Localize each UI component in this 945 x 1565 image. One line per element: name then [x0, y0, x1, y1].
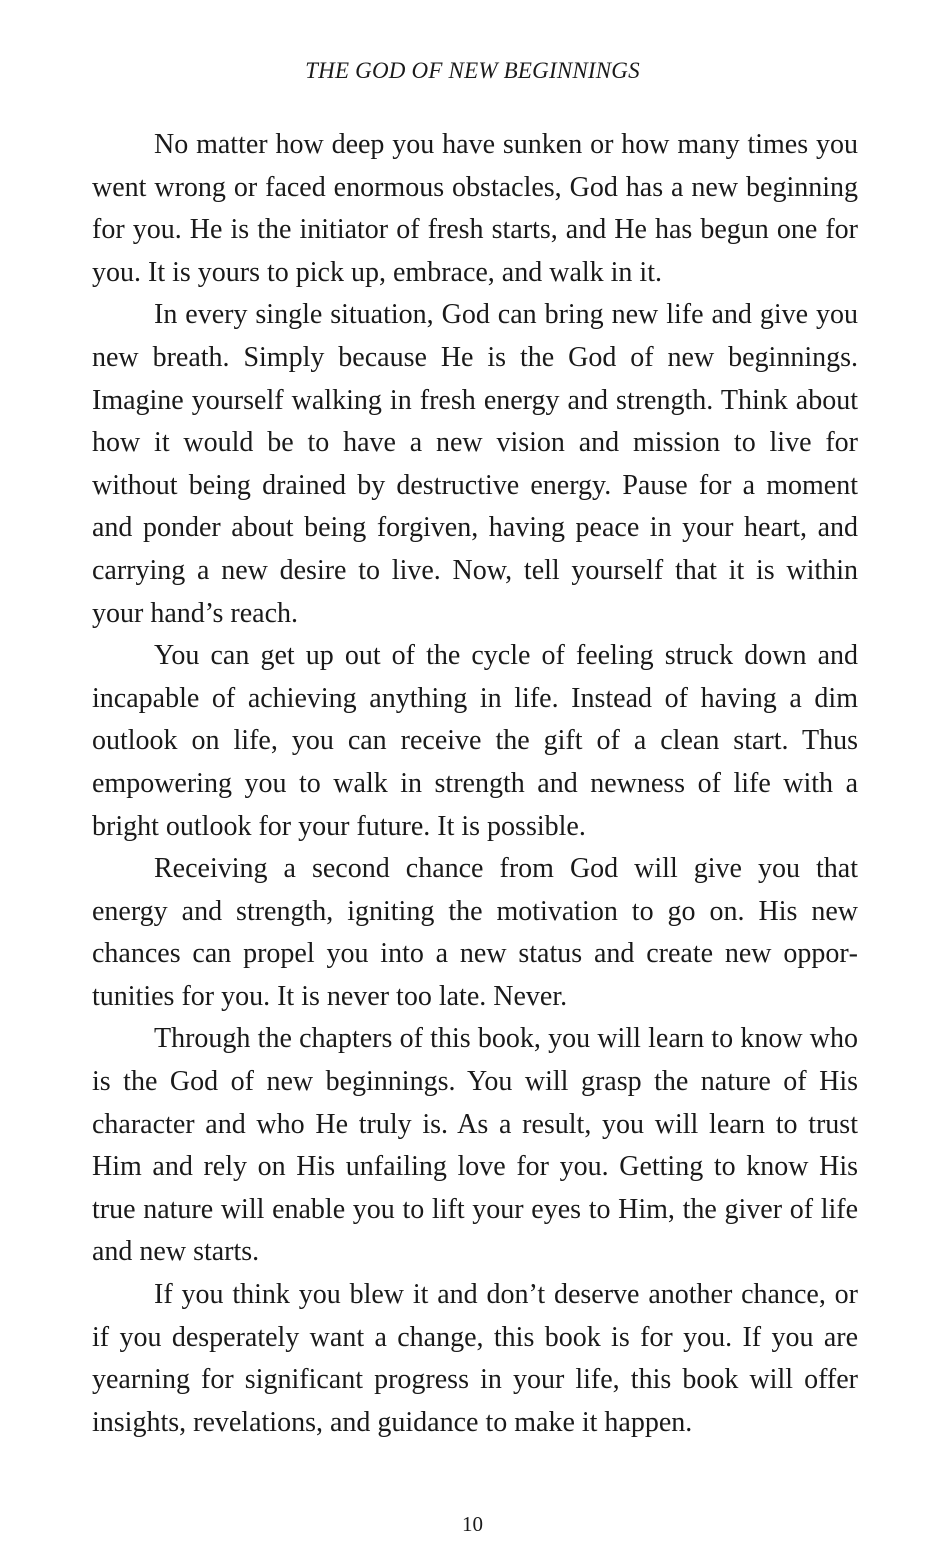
- paragraph: You can get up out of the cycle of feeling struck down and incapable of achieving anything in life. Instead of having a dim outlook on life, you can receive the gift of a clean start. Thus empowering you to walk in strength and newness of life with a bright outlook for your future. It is possible.: [92, 640, 858, 842]
- paragraph: If you think you blew it and don’t deserve another chance, or if you desperately want a change, this book is for you. If you are yearning for significant progress in your life, this book will offer insights, revelations, and guidance to make it happen.: [92, 1279, 858, 1438]
- paragraph: Through the chapters of this book, you will learn to know who is the God of new beginnings. You will grasp the nature of His character and who He truly is. As a result, you will learn to trust Him and rely on His unfailing love for you. Getting to know His true nature will enable you to lift your eyes to Him, the giver of life and new starts.: [92, 1023, 858, 1268]
- running-head: THE GOD OF NEW BEGINNINGS: [305, 58, 640, 83]
- page-number: 10: [462, 1512, 483, 1536]
- paragraph: Receiving a second chance from God will give you that energy and strength, igniting the motivation to go on. His new chances can propel you into a new status and create new opportunities for you. It is never too late. Never.: [92, 853, 858, 1012]
- paragraph: No matter how deep you have sunken or how many times you went wrong or faced enormous obstacles, God has a new beginning for you. He is the initiator of fresh starts, and He has begun one for you. It is yours to pick up, embrace, and walk in it.: [92, 129, 858, 288]
- body-text: [92, 124, 858, 1444]
- paragraph: In every single situation, God can bring new life and give you new breath. Simply because He is the God of new beginnings. Imagine yourself walking in fresh energy and strength. Think about how it would be to have a new vision and mission to live for without being drained by destructive energy. Pause for a moment and ponder about being forgiven, having peace in your heart, and carrying a new desire to live. Now, tell yourself that it is within your hand’s reach.: [92, 299, 858, 629]
